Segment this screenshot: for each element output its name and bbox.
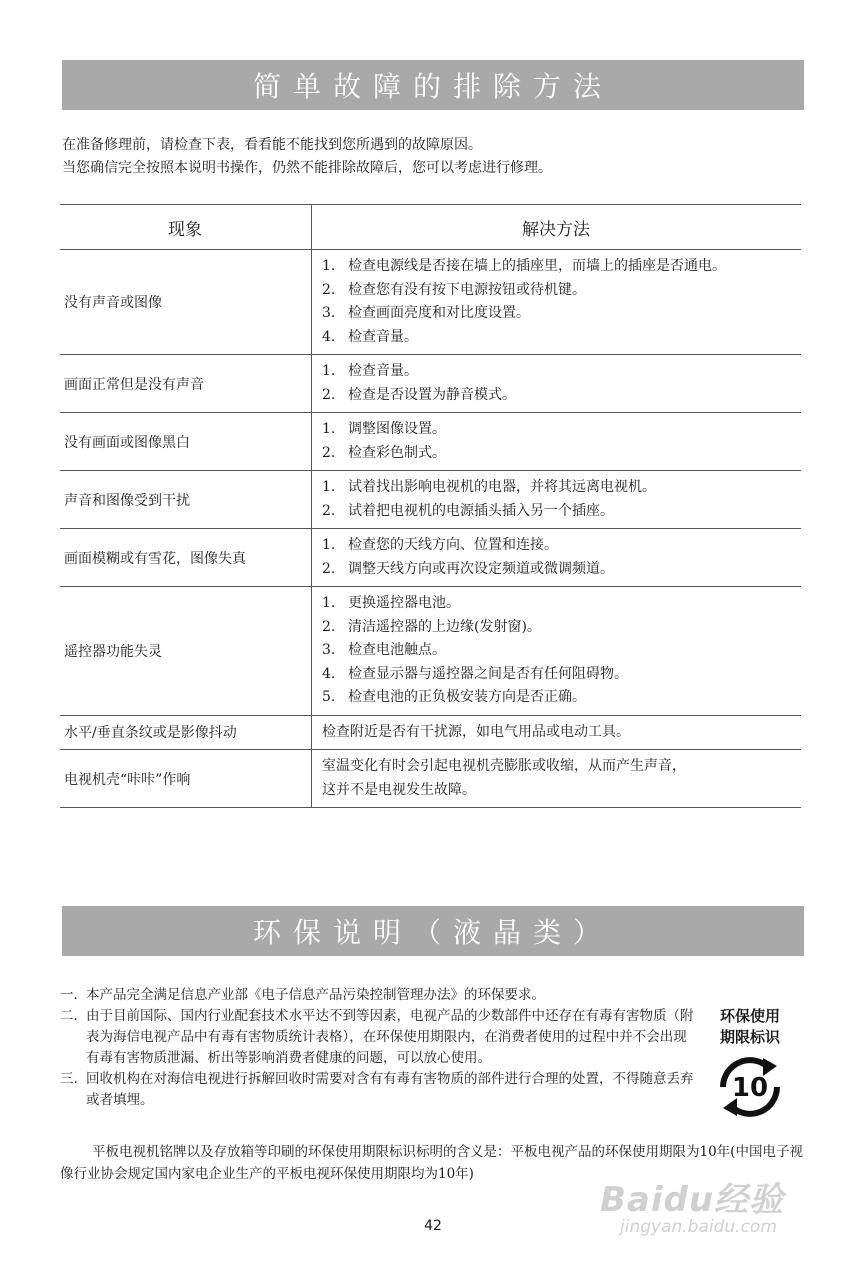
list-item-index: 三. xyxy=(60,1071,78,1087)
solution-text: 检查画面亮度和对比度设置。 xyxy=(348,305,530,321)
solution-number: 3. xyxy=(322,642,336,658)
list-item-index: 二. xyxy=(60,1008,78,1024)
solution-line xyxy=(322,558,800,582)
list-item-text: 回收机构在对海信电视进行拆解回收时需要对含有有毒有害物质的部件进行合理的处置，不得随意丢弃或者填埋。 xyxy=(86,1071,694,1108)
symptom-cell: 水平/垂直条纹或是影像抖动 xyxy=(60,715,312,750)
solution-line xyxy=(322,255,800,279)
solution-line xyxy=(322,442,800,466)
solution-line xyxy=(322,476,800,500)
solution-text: 试着把电视机的电源插头插入另一个插座。 xyxy=(348,502,614,519)
solution-line xyxy=(322,418,800,442)
solution-number: 1. xyxy=(322,363,336,379)
section-title-environment xyxy=(62,906,804,956)
solution-number: 5. xyxy=(322,689,336,705)
solution-line xyxy=(322,384,800,408)
solution-number: 1. xyxy=(322,421,336,437)
solution-text: 检查电池的正负极安装方向是否正确。 xyxy=(348,689,586,705)
solution-number: 2. xyxy=(322,502,336,519)
solution-line xyxy=(322,534,800,558)
eco-period-badge xyxy=(706,1006,794,1120)
symptom-cell: 画面正常但是没有声音 xyxy=(60,355,312,413)
environment-list xyxy=(60,985,700,1111)
solution-line xyxy=(322,663,800,687)
solution-cell xyxy=(312,715,802,750)
page-number: 42 xyxy=(424,1218,442,1234)
solution-line xyxy=(322,616,800,640)
list-item-index: 一. xyxy=(60,987,78,1003)
table-row xyxy=(60,715,801,750)
troubleshooting-table xyxy=(60,204,801,808)
solution-text: 检查附近是否有干扰源，如电气用品或电动工具。 xyxy=(322,723,630,740)
header-solution: 解决方法 xyxy=(312,205,802,250)
table-row xyxy=(60,355,801,413)
solution-number: 2. xyxy=(322,281,336,298)
list-item xyxy=(60,985,700,1006)
environment-paragraph: 平板电视机铭牌以及存放箱等印刷的环保使用期限标识标明的含义是：平板电视产品的环保使用期限为10年(中国电子视像行业协会规定国内家电企业生产的平板电视环保使用期限均为10年) xyxy=(60,1144,803,1182)
solution-text: 检查您的天线方向、位置和连接。 xyxy=(348,537,558,553)
solution-number: 1. xyxy=(322,479,336,495)
table-row xyxy=(60,413,801,471)
solution-cell xyxy=(312,529,802,587)
solution-text: 检查彩色制式。 xyxy=(348,444,446,461)
solution-cell xyxy=(312,355,802,413)
solution-line xyxy=(322,360,800,384)
intro-line: 当您确信完全按照本说明书操作，仍然不能排除故障后，您可以考虑进行修理。 xyxy=(62,160,552,176)
solution-number: 2. xyxy=(322,444,336,461)
solution-line xyxy=(322,500,800,524)
section-title-troubleshooting xyxy=(62,60,804,110)
symptom-cell: 遥控器功能失灵 xyxy=(60,587,312,716)
solution-number: 1. xyxy=(322,595,336,611)
section-title-text: 环保说明（液晶类） xyxy=(252,916,613,949)
solution-text: 更换遥控器电池。 xyxy=(348,595,460,611)
solution-line xyxy=(322,592,800,616)
solution-number: 4. xyxy=(322,328,336,345)
solution-number: 1. xyxy=(322,258,336,274)
badge-number: 10 xyxy=(731,1073,769,1103)
recycle-10-icon xyxy=(717,1054,783,1120)
solution-cell xyxy=(312,471,802,529)
solution-cell xyxy=(312,413,802,471)
solution-line xyxy=(322,326,800,350)
solution-text: 检查电源线是否接在墙上的插座里，而墙上的插座是否通电。 xyxy=(348,258,726,274)
solution-line xyxy=(322,639,800,663)
symptom-cell: 电视机壳“咔咔”作响 xyxy=(60,750,312,808)
solution-text: 检查音量。 xyxy=(348,363,418,379)
intro-text xyxy=(62,134,552,180)
solution-cell xyxy=(312,250,802,355)
table-header-row xyxy=(60,205,801,250)
solution-text: 检查您有没有按下电源按钮或待机键。 xyxy=(348,281,586,298)
solution-text: 检查显示器与遥控器之间是否有任何阻碍物。 xyxy=(348,665,628,682)
solution-text: 检查电池触点。 xyxy=(348,642,446,658)
solution-text: 试着找出影响电视机的电器，并将其远离电视机。 xyxy=(348,479,656,495)
watermark-logo: Baidu经验 xyxy=(600,1180,785,1220)
solution-text: 调整图像设置。 xyxy=(348,421,446,437)
solution-text: 调整天线方向或再次设定频道或微调频道。 xyxy=(348,560,614,577)
solution-line xyxy=(322,686,800,710)
solution-text: 室温变化有时会引起电视机壳膨胀或收缩，从而产生声音， xyxy=(322,758,686,774)
solution-line xyxy=(322,302,800,326)
solution-cell xyxy=(312,750,802,808)
solution-text: 清洁遥控器的上边缘(发射窗)。 xyxy=(348,618,541,635)
solution-number: 3. xyxy=(322,305,336,321)
solution-number: 1. xyxy=(322,537,336,553)
solution-line xyxy=(322,755,800,779)
solution-text: 检查是否设置为静音模式。 xyxy=(348,386,516,403)
list-item xyxy=(60,1069,700,1111)
table-row xyxy=(60,250,801,355)
solution-text: 检查音量。 xyxy=(348,328,418,345)
solution-line xyxy=(322,279,800,303)
watermark xyxy=(600,1172,800,1237)
solution-number: 2. xyxy=(322,386,336,403)
table-row xyxy=(60,471,801,529)
solution-number: 4. xyxy=(322,665,336,682)
table-row xyxy=(60,587,801,716)
solution-line xyxy=(322,721,800,745)
list-item-text: 本产品完全满足信息产业部《电子信息产品污染控制管理办法》的环保要求。 xyxy=(86,987,545,1003)
list-item xyxy=(60,1006,700,1069)
list-item-text: 由于目前国际、国内行业配套技术水平达不到等因素，电视产品的少数部件中还存在有毒有害物质（附表为海信电视产品中有毒有害物质统计表格），在环保使用期限内，在消费者使用的过程中并不会出现有毒有害物质泄漏、析出等影响消费者健康的问题，可以放心使用。 xyxy=(86,1008,694,1066)
symptom-cell: 画面模糊或有雪花，图像失真 xyxy=(60,529,312,587)
solution-text: 这并不是电视发生故障。 xyxy=(322,781,476,798)
section-title-text: 简单故障的排除方法 xyxy=(252,70,613,103)
table-body xyxy=(60,250,801,808)
solution-line xyxy=(322,779,800,803)
symptom-cell: 没有声音或图像 xyxy=(60,250,312,355)
header-symptom: 现象 xyxy=(60,205,312,250)
symptom-cell: 没有画面或图像黑白 xyxy=(60,413,312,471)
symptom-cell: 声音和图像受到干扰 xyxy=(60,471,312,529)
solution-number: 2. xyxy=(322,618,336,635)
badge-label-line1: 环保使用 xyxy=(719,1007,780,1025)
watermark-url: jingyan.baidu.com xyxy=(620,1217,777,1237)
badge-label-line2: 期限标识 xyxy=(719,1028,780,1046)
table-row xyxy=(60,529,801,587)
intro-line: 在准备修理前，请检查下表，看看能不能找到您所遇到的故障原因。 xyxy=(62,137,482,153)
table-row xyxy=(60,750,801,808)
solution-number: 2. xyxy=(322,560,336,577)
solution-cell xyxy=(312,587,802,716)
